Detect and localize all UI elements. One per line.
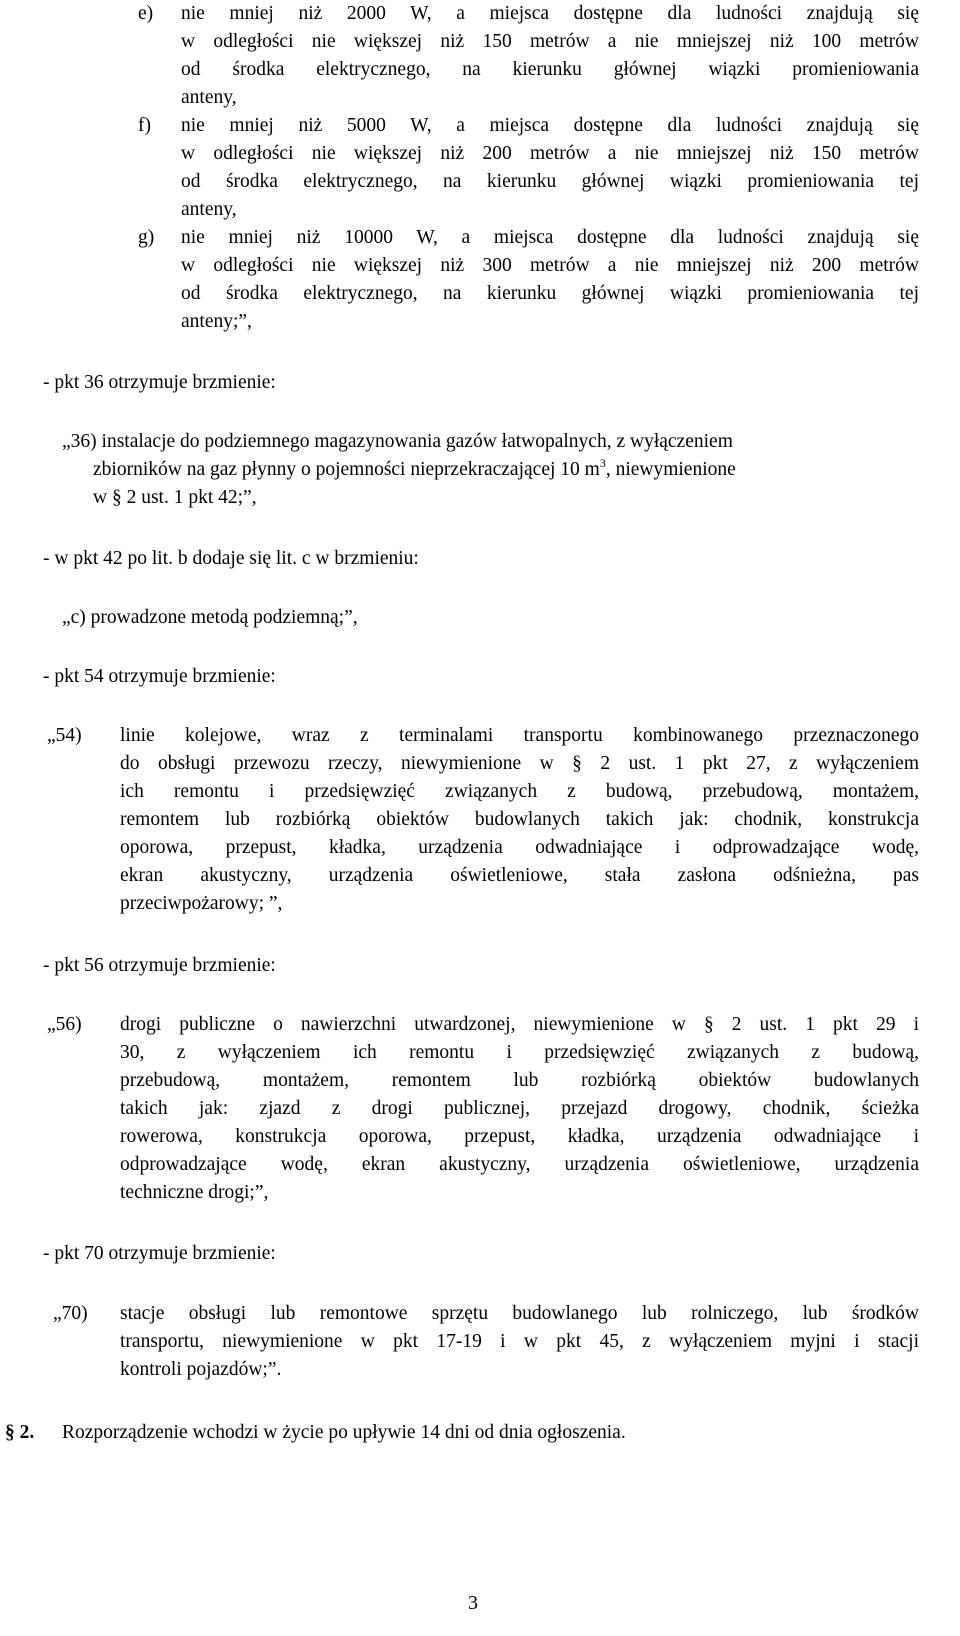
item-f-line-4: anteny, <box>181 199 237 220</box>
item-g-line-4: anteny;”, <box>181 311 252 332</box>
pkt54-line-7: przeciwpożarowy; ”, <box>120 893 283 914</box>
item-f-line-1: nie mniej niż 5000 W, a miejsca dostępne dla ludności znajdują się <box>181 115 919 136</box>
pkt54-line-1: linie kolejowe, wraz z terminalami transportu kombinowanego przeznaczonego <box>120 725 919 746</box>
pkt42-intro: - w pkt 42 po lit. b dodaje się lit. c w brzmieniu: <box>43 548 419 569</box>
pkt56-line-4: takich jak: zjazd z drogi publicznej, przejazd drogowy, chodnik, ścieżka <box>120 1098 919 1119</box>
pkt36-line-2-text: zbiorników na gaz płynny o pojemności nieprzekraczającej 10 m <box>93 459 600 480</box>
page-number: 3 <box>468 1592 478 1614</box>
item-e-line-1: nie mniej niż 2000 W, a miejsca dostępne dla ludności znajdują się <box>181 3 919 24</box>
item-f-line-3: od środka elektrycznego, na kierunku głównej wiązki promieniowania tej <box>181 171 919 192</box>
pkt36-line-3: w § 2 ust. 1 pkt 42;”, <box>93 487 257 508</box>
pkt54-line-6: ekran akustyczny, urządzenia oświetleniowe, stała zasłona odśnieżna, pas <box>120 865 919 886</box>
pkt70-line-2: transportu, niewymienione w pkt 17-19 i w pkt 45, z wyłączeniem myjni i stacji <box>120 1331 919 1352</box>
pkt42-line-1: „c) prowadzone metodą podziemną;”, <box>62 607 358 628</box>
item-e-line-3: od środka elektrycznego, na kierunku głównej wiązki promieniowania <box>181 59 919 80</box>
pkt36-line-2-tail: , niewymienione <box>605 459 736 480</box>
pkt36-line-1: „36) instalacje do podziemnego magazynowania gazów łatwopalnych, z wyłączeniem <box>62 431 733 452</box>
pkt70-marker: „70) <box>53 1303 88 1324</box>
section-2-text: Rozporządzenie wchodzi w życie po upływie 14 dni od dnia ogłoszenia. <box>62 1422 626 1443</box>
pkt56-line-7: techniczne drogi;”, <box>120 1182 269 1203</box>
pkt70-line-1: stacje obsługi lub remontowe sprzętu budowlanego lub rolniczego, lub środków <box>120 1303 919 1324</box>
pkt56-line-2: 30, z wyłączeniem ich remontu i przedsięwzięć związanych z budową, <box>120 1042 919 1063</box>
item-e-line-4: anteny, <box>181 87 237 108</box>
pkt54-intro: - pkt 54 otrzymuje brzmienie: <box>43 666 276 687</box>
item-f-line-2: w odległości nie większej niż 200 metrów a nie mniejszej niż 150 metrów <box>181 143 919 164</box>
pkt36-intro: - pkt 36 otrzymuje brzmienie: <box>43 372 276 393</box>
item-g-line-1: nie mniej niż 10000 W, a miejsca dostępne dla ludności znajdują się <box>181 227 919 248</box>
pkt56-line-5: rowerowa, konstrukcja oporowa, przepust, kładka, urządzenia odwadniające i <box>120 1126 919 1147</box>
item-g-line-2: w odległości nie większej niż 300 metrów a nie mniejszej niż 200 metrów <box>181 255 919 276</box>
pkt70-intro: - pkt 70 otrzymuje brzmienie: <box>43 1243 276 1264</box>
item-e-marker: e) <box>138 3 154 24</box>
item-e-line-2: w odległości nie większej niż 150 metrów a nie mniejszej niż 100 metrów <box>181 31 919 52</box>
pkt54-marker: „54) <box>47 725 82 746</box>
pkt54-line-2: do obsługi przewozu rzeczy, niewymienione w § 2 ust. 1 pkt 27, z wyłączeniem <box>120 753 919 774</box>
pkt56-line-3: przebudową, montażem, remontem lub rozbiórką obiektów budowlanych <box>120 1070 919 1091</box>
section-2-label: § 2. <box>5 1422 35 1443</box>
pkt56-marker: „56) <box>47 1014 82 1035</box>
pkt36-line-2 <box>93 456 736 480</box>
pkt54-line-3: ich remontu i przedsięwzięć związanych z budową, przebudową, montażem, <box>120 781 919 802</box>
pkt56-line-6: odprowadzające wodę, ekran akustyczny, urządzenia oświetleniowe, urządzenia <box>120 1154 919 1175</box>
pkt56-line-1: drogi publiczne o nawierzchni utwardzonej, niewymienione w § 2 ust. 1 pkt 29 i <box>120 1014 919 1035</box>
pkt54-line-5: oporowa, przepust, kładka, urządzenia odwadniające i odprowadzające wodę, <box>120 837 919 858</box>
pkt70-line-3: kontroli pojazdów;”. <box>120 1359 282 1380</box>
pkt54-line-4: remontem lub rozbiórką obiektów budowlanych takich jak: chodnik, konstrukcja <box>120 809 919 830</box>
pkt56-intro: - pkt 56 otrzymuje brzmienie: <box>43 955 276 976</box>
item-g-marker: g) <box>138 227 155 248</box>
item-f-marker: f) <box>138 115 151 136</box>
item-g-line-3: od środka elektrycznego, na kierunku głównej wiązki promieniowania tej <box>181 283 919 304</box>
pkt36-superscript: 3 <box>599 456 606 470</box>
